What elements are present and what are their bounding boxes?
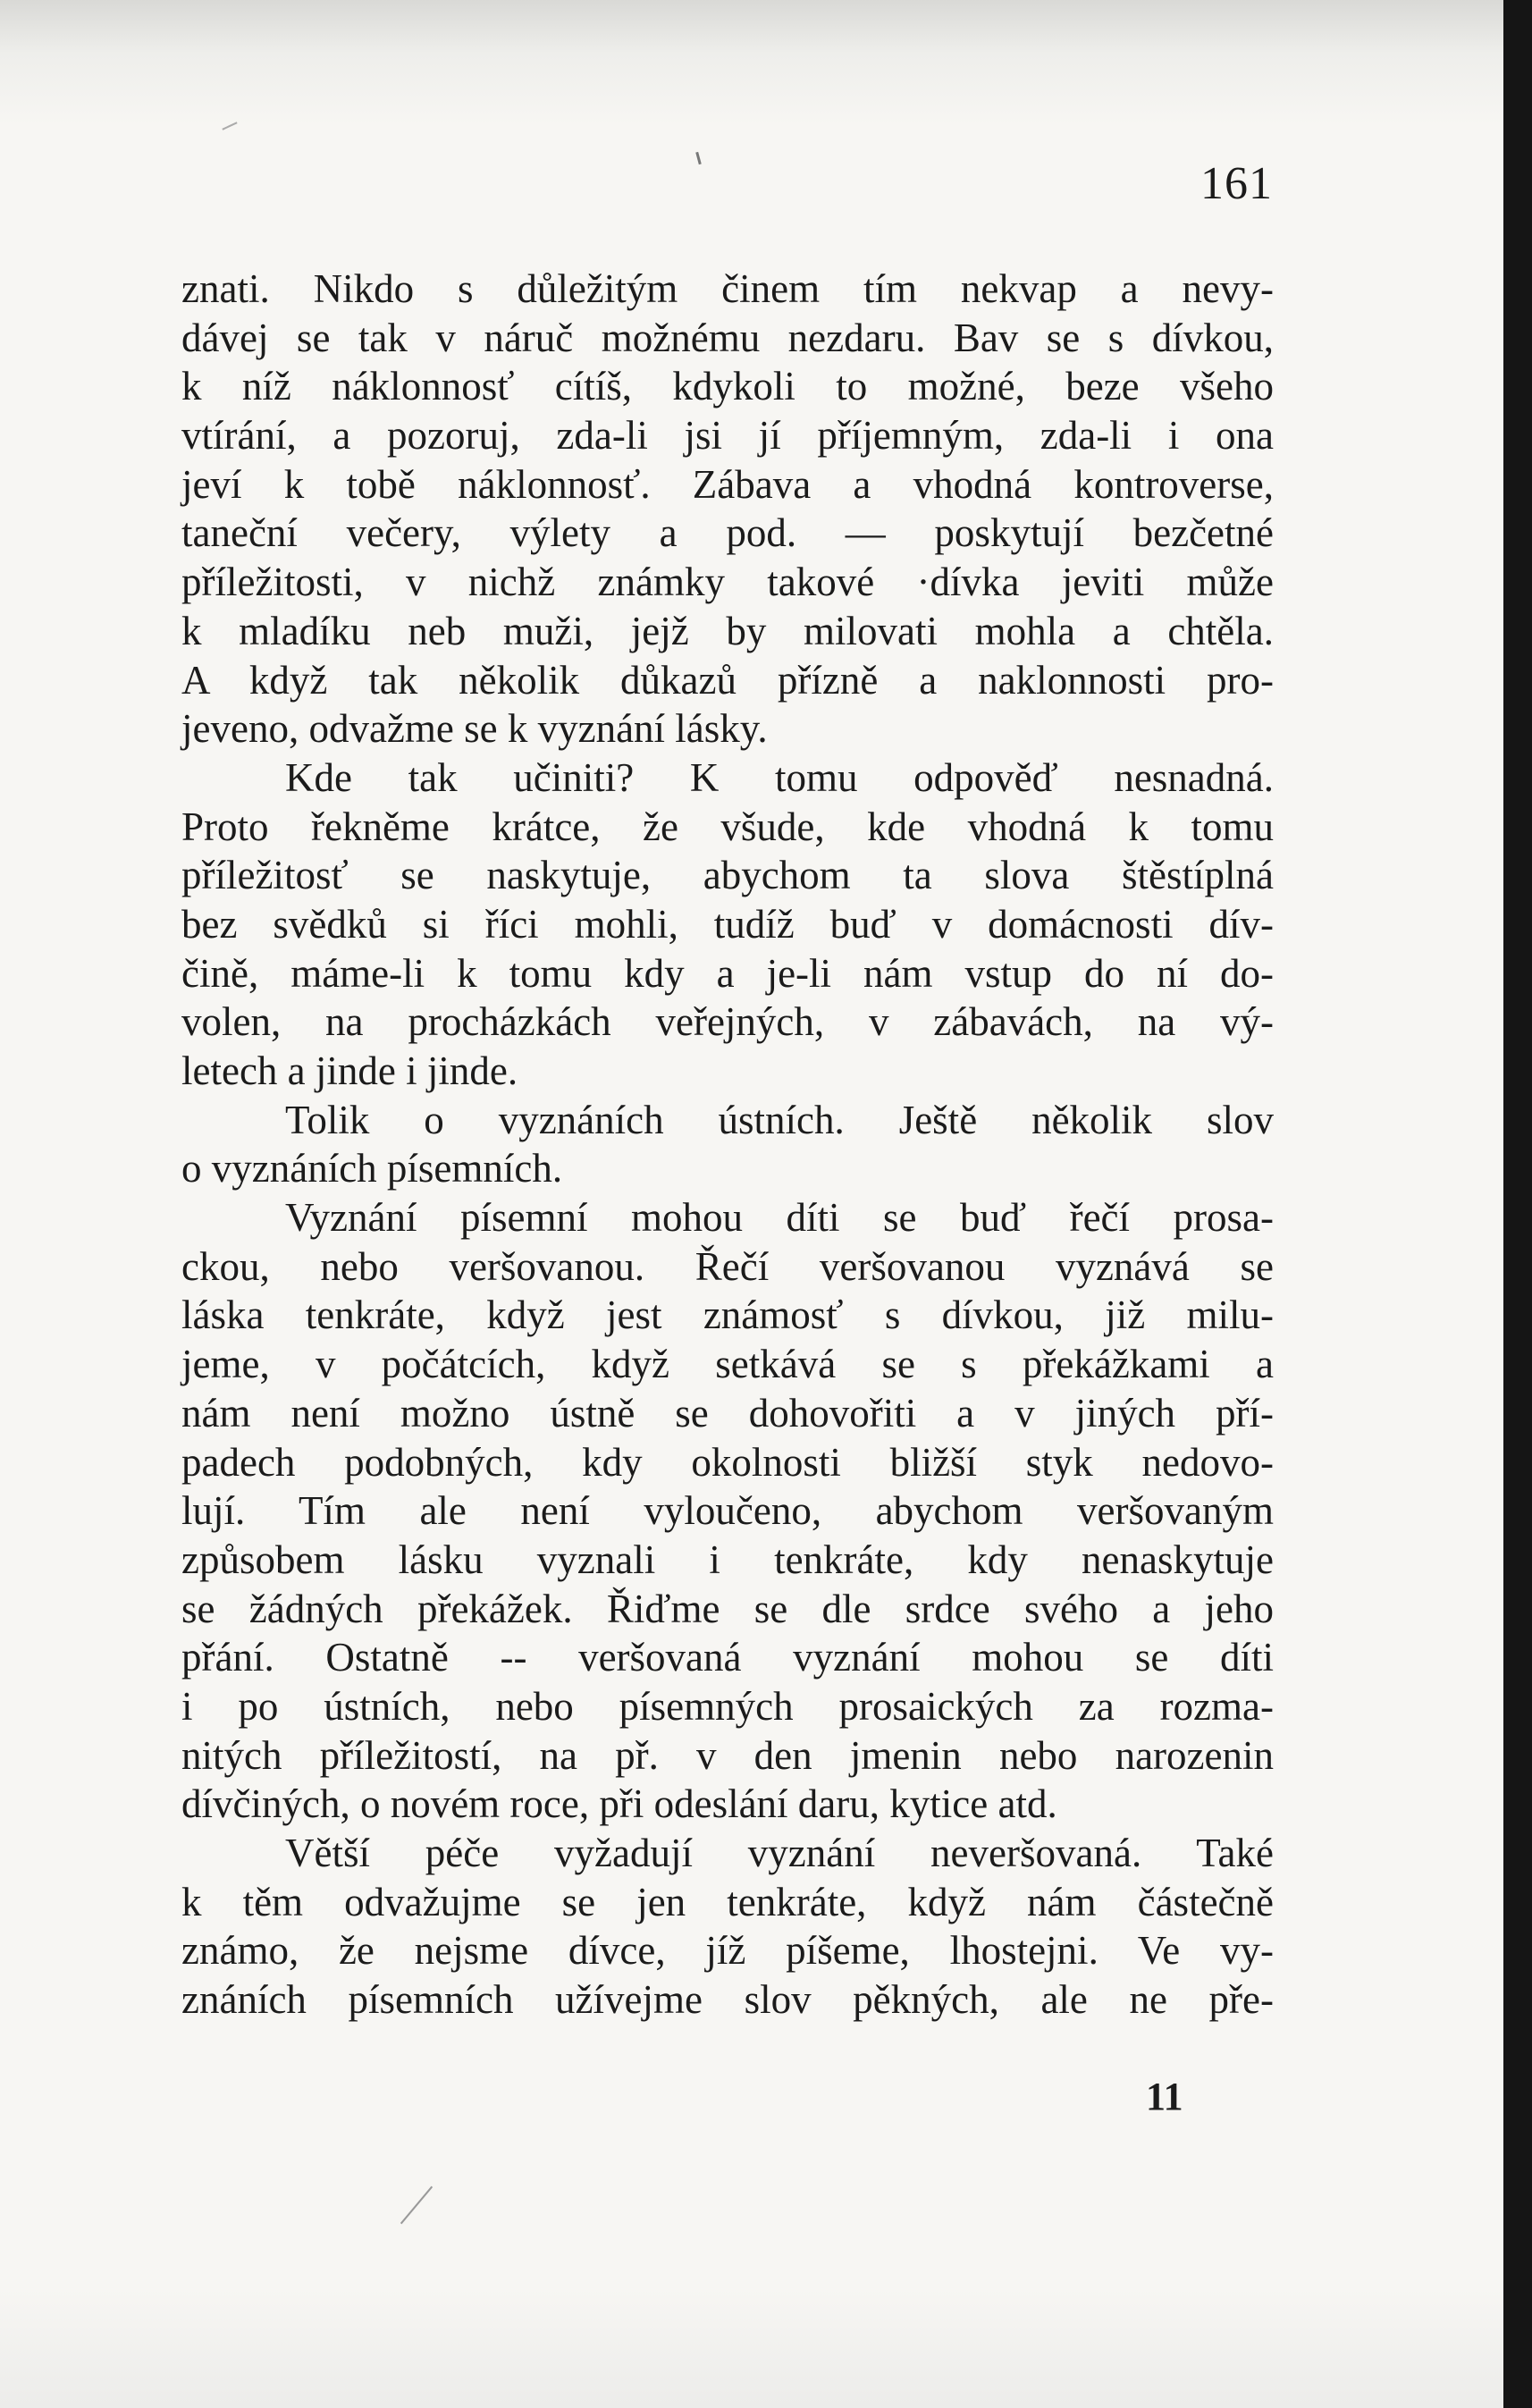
text-line: vtírání, a pozoruj, zda-li jsi jí příjemným, zda-li i ona (181, 413, 1274, 459)
text-line: k mladíku neb muži, jejž by milovati mohla a chtěla. (181, 608, 1274, 653)
text-line: Vyznání písemní mohou díti se buď řečí prosa- (285, 1195, 1274, 1241)
text-line: příležitosť se naskytuje, abychom ta slova štěstíplná (181, 853, 1274, 898)
text-line: jeveno, odvažme se k vyznání lásky. (181, 706, 768, 752)
text-line: jeme, v počátcích, když setkává se s překážkami a (181, 1342, 1274, 1387)
signature-mark: 11 (1146, 2075, 1183, 2118)
body-text (181, 265, 1274, 2025)
text-line: Proto řekněme krátce, že všude, kde vhodná k tomu (181, 804, 1274, 849)
scan-speck (400, 2186, 433, 2225)
scan-speck (695, 152, 702, 164)
text-line: nitých příležitostí, na př. v den jmenin nebo narozenin (181, 1732, 1274, 1778)
text-line: i po ústních, nebo písemných prosaických za rozma- (181, 1683, 1274, 1729)
text-line: k těm odvažujme se jen tenkráte, když nám částečně (181, 1879, 1274, 1924)
text-line: znati. Nikdo s důležitým činem tím nekvap a nevy- (181, 266, 1274, 311)
text-line: přání. Ostatně -- veršovaná vyznání mohou se díti (181, 1635, 1274, 1680)
text-line: se žádných překážek. Řiďme se dle srdce svého a jeho (181, 1586, 1274, 1631)
text-line: padech podobných, kdy okolnosti bližší styk nedovo- (181, 1439, 1274, 1485)
text-line: jeví k tobě náklonnosť. Zábava a vhodná kontroverse, (181, 461, 1274, 507)
text-line: láska tenkráte, když jest známosť s dívkou, již milu- (181, 1292, 1274, 1338)
text-line: bez svědků si říci mohli, tudíž buď v domácnosti dív- (181, 901, 1274, 947)
scan-border (1503, 0, 1532, 2408)
text-line: dávej se tak v náruč možnému nezdaru. Bav se s dívkou, (181, 315, 1274, 360)
text-line: k níž náklonnosť cítíš, kdykoli to možné, beze všeho (181, 364, 1274, 409)
text-line: známo, že nejsme dívce, jíž píšeme, lhostejni. Ve vy- (181, 1928, 1274, 1974)
text-line: příležitosti, v nichž známky takové ·dívka jeviti může (181, 560, 1274, 605)
text-line: volen, na procházkách veřejných, v zábavách, na vý- (181, 999, 1274, 1045)
text-line: Kde tak učiniti? K tomu odpověď nesnadná. (285, 754, 1274, 800)
text-line: Tolik o vyznáních ústních. Ještě několik slov (285, 1097, 1274, 1142)
text-line: nám není možno ústně se dohovořiti a v jiných pří- (181, 1390, 1274, 1436)
text-line: znáních písemních užívejme slov pěkných, ale ne pře- (181, 1977, 1274, 2023)
text-line: ckou, nebo veršovanou. Řečí veršovanou vyznává se (181, 1243, 1274, 1289)
page-number: 161 (1200, 158, 1273, 209)
text-line: způsobem lásku vyznali i tenkráte, kdy nenaskytuje (181, 1537, 1274, 1582)
text-line: letech a jinde i jinde. (181, 1048, 518, 1093)
text-line: o vyznáních písemních. (181, 1146, 563, 1191)
text-line: lují. Tím ale není vyloučeno, abychom veršovaným (181, 1488, 1274, 1534)
text-line: dívčiných, o novém roce, při odeslání daru, kytice atd. (181, 1781, 1057, 1827)
text-line: Větší péče vyžadují vyznání neveršovaná. Také (285, 1831, 1274, 1875)
text-line: čině, máme-li k tomu kdy a je-li nám vstup do ní do- (181, 950, 1274, 996)
text-line: taneční večery, výlety a pod. — poskytují bezčetné (181, 510, 1274, 556)
text-line: A když tak několik důkazů přízně a naklonnosti pro- (181, 657, 1274, 703)
scan-speck (222, 122, 237, 130)
